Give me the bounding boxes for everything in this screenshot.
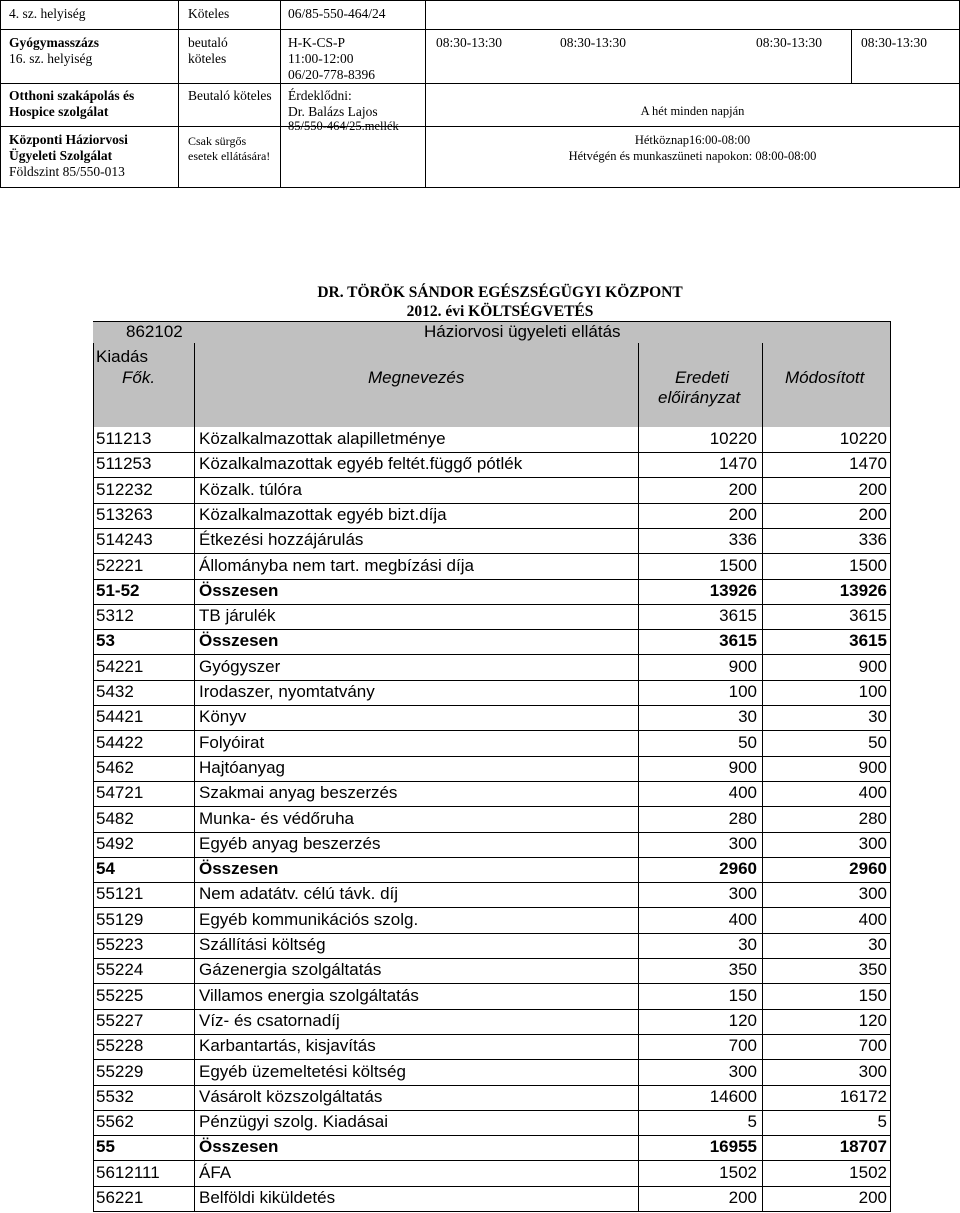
row-modified: 280	[858, 808, 887, 828]
row-original: 336	[728, 530, 757, 550]
grid-line	[93, 1211, 891, 1212]
row-modified: 100	[858, 682, 887, 701]
header-fok: Fők.	[122, 368, 156, 387]
row-original: 200	[728, 504, 757, 524]
table-row	[93, 1009, 891, 1034]
row-original: 700	[728, 1036, 757, 1056]
row-modified: 2960	[849, 859, 887, 879]
table-row	[93, 908, 891, 933]
row-modified: 13926	[839, 580, 887, 600]
referral-label: Csak sürgős	[188, 134, 247, 148]
table-row	[93, 781, 891, 806]
row-original: 200	[728, 1188, 757, 1207]
row-modified: 700	[858, 1036, 887, 1056]
grid-line	[890, 321, 891, 1212]
referral-label: Beutaló köteles	[188, 88, 272, 103]
row-modified: 300	[858, 1061, 887, 1081]
row-name: Közalkalmazottak alapilletménye	[199, 429, 446, 448]
row-modified: 900	[858, 757, 887, 777]
room-label: 4. sz. helyiség	[9, 6, 86, 21]
row-code: 55228	[96, 1036, 144, 1056]
table-row	[93, 984, 891, 1009]
row-code: 54221	[96, 656, 144, 676]
row-modified: 900	[858, 656, 887, 676]
grid-line	[0, 0, 1, 188]
schedule-table	[0, 0, 960, 188]
row-original: 1470	[719, 454, 757, 474]
row-name: Egyéb kommunikációs szolg.	[199, 909, 419, 929]
row-name: Hajtóanyag	[199, 757, 286, 777]
row-code: 5532	[96, 1086, 134, 1106]
row-code: 5562	[96, 1112, 134, 1132]
contact-line: Dr. Balázs Lajos	[288, 104, 378, 119]
row-name: Karbantartás, kisjavítás	[199, 1036, 376, 1056]
table-row	[93, 756, 891, 781]
row-modified: 1470	[849, 454, 887, 474]
table-row	[93, 705, 891, 730]
row-name: Egyéb üzemeltetési költség	[199, 1061, 406, 1081]
grid-line	[93, 343, 94, 1212]
section-code: 862102	[126, 322, 183, 341]
row-code: 54422	[96, 732, 144, 752]
row-name: Összesen	[199, 1137, 279, 1157]
grid-line	[0, 0, 960, 1]
row-code: 512232	[96, 479, 153, 499]
row-original: 400	[728, 909, 757, 929]
row-modified: 200	[858, 504, 887, 524]
header-eredeti: Eredeti	[675, 368, 729, 387]
row-name: Szállítási költség	[199, 935, 326, 954]
row-code: 54421	[96, 707, 144, 727]
row-code: 55121	[96, 884, 144, 904]
row-modified: 16172	[839, 1086, 887, 1106]
table-row	[93, 528, 891, 553]
grid-line	[0, 126, 960, 127]
row-code: 511253	[96, 454, 152, 474]
row-modified: 300	[858, 833, 887, 853]
row-name: Víz- és csatornadíj	[199, 1010, 340, 1030]
row-code: 55225	[96, 985, 144, 1005]
header-eloiranyzat: előirányzat	[658, 388, 741, 407]
grid-line	[851, 29, 852, 83]
row-code: 55	[96, 1137, 115, 1157]
row-code: 52221	[96, 555, 144, 575]
row-name: Egyéb anyag beszerzés	[199, 833, 381, 853]
row-modified: 350	[858, 960, 887, 980]
budget-title: 2012. évi KÖLTSÉGVETÉS	[406, 303, 594, 320]
table-row	[93, 604, 891, 629]
row-original: 200	[728, 479, 757, 499]
service-name: Központi Háziorvosi	[9, 132, 128, 147]
grid-line	[638, 343, 639, 1212]
grid-line	[93, 321, 891, 322]
row-modified: 150	[858, 985, 887, 1005]
row-original: 1500	[719, 555, 757, 575]
grid-line	[194, 343, 195, 1212]
row-code: 55223	[96, 935, 144, 954]
row-code: 51-52	[96, 580, 140, 600]
contact-line: 06/20-778-8396	[288, 67, 375, 82]
row-original: 400	[728, 783, 757, 803]
row-code: 5482	[96, 808, 134, 828]
institution-title: DR. TÖRÖK SÁNDOR EGÉSZSÉGÜGYI KÖZPONT	[317, 284, 683, 301]
row-name: Villamos energia szolgáltatás	[199, 985, 419, 1005]
row-name: ÁFA	[199, 1162, 232, 1182]
service-name: Otthoni szakápolás és	[9, 88, 135, 103]
row-modified: 300	[858, 884, 887, 904]
row-modified: 400	[858, 909, 887, 929]
row-code: 5462	[96, 757, 134, 777]
row-name: Közalk. túlóra	[199, 479, 302, 499]
table-row	[93, 807, 891, 832]
row-code: 53	[96, 631, 115, 651]
table-row	[93, 629, 891, 654]
table-row	[93, 655, 891, 680]
row-original: 300	[728, 1061, 757, 1081]
table-row	[93, 1135, 891, 1160]
table-row	[93, 478, 891, 503]
row-modified: 3615	[849, 606, 887, 626]
row-name: Munka- és védőruha	[199, 808, 354, 828]
row-code: 5612111	[96, 1162, 160, 1182]
row-original: 14600	[709, 1086, 757, 1106]
row-modified: 30	[868, 707, 887, 727]
contact-line: Érdeklődni:	[288, 88, 352, 103]
row-original: 50	[738, 732, 757, 752]
row-original: 16955	[709, 1137, 757, 1157]
grid-line	[762, 343, 763, 1212]
table-row	[93, 1060, 891, 1085]
row-modified: 1500	[849, 555, 887, 575]
row-code: 54721	[96, 783, 144, 803]
row-modified: 3615	[849, 631, 887, 651]
table-row	[93, 882, 891, 907]
row-original: 2960	[719, 859, 757, 879]
row-original: 300	[728, 884, 757, 904]
table-row	[93, 857, 891, 882]
row-original: 350	[728, 960, 757, 980]
row-original: 1502	[719, 1162, 757, 1182]
row-original: 150	[728, 985, 757, 1005]
row-name: Könyv	[199, 707, 247, 727]
header-modositott: Módosított	[785, 368, 865, 387]
referral-label: beutaló	[188, 35, 228, 50]
row-modified: 30	[868, 935, 887, 954]
row-name: Nem adatátv. célú távk. díj	[199, 884, 399, 904]
row-name: Összesen	[199, 859, 279, 879]
table-row	[93, 933, 891, 958]
table-row	[93, 503, 891, 528]
grid-line	[0, 29, 960, 30]
row-name: Összesen	[199, 580, 279, 600]
service-name: Ügyeleti Szolgálat	[9, 148, 113, 163]
row-original: 10220	[709, 429, 757, 448]
row-code: 5312	[96, 606, 134, 626]
opening-info: Hétköznap16:00-08:00	[634, 133, 751, 147]
row-original: 120	[728, 1010, 757, 1030]
row-original: 3615	[719, 606, 757, 626]
row-code: 54	[96, 859, 115, 879]
row-modified: 400	[858, 783, 887, 803]
row-name: Közalkalmazottak egyéb bizt.díja	[199, 504, 447, 524]
contact-line: H-K-CS-P	[288, 35, 346, 50]
section-title: Háziorvosi ügyeleti ellátás	[424, 322, 621, 341]
row-original: 5	[747, 1112, 757, 1132]
opening-info: A hét minden napján	[640, 104, 745, 118]
row-code: 511213	[96, 429, 152, 448]
table-row	[93, 1034, 891, 1059]
referral-label: Köteles	[188, 6, 230, 21]
row-code: 55229	[96, 1061, 144, 1081]
row-name: Vásárolt közszolgáltatás	[199, 1086, 383, 1106]
kiadas-label: Kiadás	[96, 347, 148, 366]
row-code: 5432	[96, 682, 134, 701]
table-row	[93, 731, 891, 756]
row-name: Pénzügyi szolg. Kiadásai	[199, 1112, 389, 1132]
header-megnevezes: Megnevezés	[368, 368, 465, 387]
column-header-band	[93, 343, 891, 427]
referral-label: esetek ellátására!	[188, 149, 271, 163]
row-name: Gázenergia szolgáltatás	[199, 960, 382, 980]
row-name: Étkezési hozzájárulás	[199, 530, 364, 550]
row-original: 100	[728, 682, 757, 701]
opening-hours: 08:30-13:30	[756, 35, 822, 50]
opening-hours: 08:30-13:30	[560, 35, 626, 50]
table-row	[93, 958, 891, 983]
row-code: 513263	[96, 504, 153, 524]
row-original: 13926	[709, 580, 757, 600]
row-name: Szakmai anyag beszerzés	[199, 783, 398, 803]
contact-line: 85/550-464/25.mellék	[288, 119, 399, 133]
row-modified: 10220	[839, 429, 887, 448]
table-row	[93, 1110, 891, 1135]
table-row	[93, 579, 891, 604]
row-original: 30	[738, 707, 757, 727]
row-modified: 200	[858, 479, 887, 499]
service-phone: Földszint 85/550-013	[9, 164, 125, 179]
row-original: 900	[728, 757, 757, 777]
row-code: 55129	[96, 909, 144, 929]
row-name: TB járulék	[199, 606, 276, 626]
opening-hours: 08:30-13:30	[861, 35, 927, 50]
opening-hours: 08:30-13:30	[436, 35, 502, 50]
row-modified: 336	[858, 530, 887, 550]
row-code: 56221	[96, 1188, 144, 1207]
row-name: Irodaszer, nyomtatvány	[199, 682, 375, 701]
table-row	[93, 1085, 891, 1110]
row-name: Gyógyszer	[199, 656, 281, 676]
grid-line	[0, 187, 960, 188]
table-row	[93, 452, 891, 477]
row-modified: 5	[877, 1112, 887, 1132]
opening-info: Hétvégén és munkaszüneti napokon: 08:00-08:00	[568, 149, 817, 163]
row-modified: 120	[858, 1010, 887, 1030]
service-name: Gyógymasszázs	[9, 35, 99, 50]
grid-line	[178, 0, 179, 188]
row-code: 514243	[96, 530, 153, 550]
phone-label: 06/85-550-464/24	[288, 6, 386, 21]
row-modified: 18707	[839, 1137, 887, 1157]
row-code: 55224	[96, 960, 144, 980]
table-row	[93, 832, 891, 857]
referral-label: köteles	[188, 51, 227, 66]
grid-line	[280, 0, 281, 188]
row-original: 280	[728, 808, 757, 828]
row-modified: 1502	[849, 1162, 887, 1182]
contact-line: 11:00-12:00	[288, 51, 354, 66]
table-row	[93, 1161, 891, 1186]
room-label: 16. sz. helyiség	[9, 51, 93, 66]
row-modified: 50	[868, 732, 887, 752]
row-name: Állományba nem tart. megbízási díja	[199, 555, 474, 575]
row-name: Folyóirat	[199, 732, 265, 752]
row-name: Összesen	[199, 631, 279, 651]
row-code: 55227	[96, 1010, 144, 1030]
row-original: 900	[728, 656, 757, 676]
service-name: Hospice szolgálat	[9, 104, 109, 119]
table-row	[93, 554, 891, 579]
row-code: 5492	[96, 833, 134, 853]
grid-line	[0, 83, 960, 84]
table-row	[93, 680, 891, 705]
row-original: 300	[728, 833, 757, 853]
table-row	[93, 1186, 891, 1211]
row-original: 3615	[719, 631, 757, 651]
table-row	[93, 427, 891, 452]
row-name: Közalkalmazottak egyéb feltét.függő pótlék	[199, 454, 523, 474]
row-modified: 200	[858, 1188, 887, 1207]
row-original: 30	[738, 935, 757, 954]
row-name: Belföldi kiküldetés	[199, 1188, 336, 1207]
